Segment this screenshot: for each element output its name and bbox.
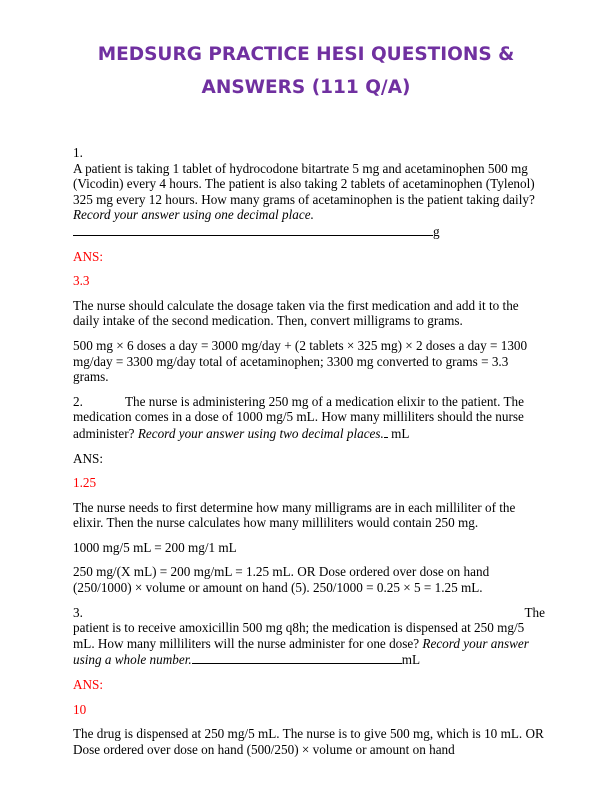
question-2-unit: mL [391,425,410,441]
question-3-unit: mL [401,652,421,668]
answer-blank [384,425,388,438]
answer-blank [192,651,402,664]
question-1-calculation: 500 mg × 6 doses a day = 3000 mg/day + (2 tablets × 325 mg) × 2 doses a day = 1300 mg/day = 3300 mg/day total of acetaminophen; 3300 mg converted to grams = 3.3 grams. [73,337,528,385]
question-3-number: 3. [73,604,83,620]
question-3-rationale: The drug is dispensed at 250 mg/5 mL. The nurse is to give 500 mg, which is 10 mL. OR Dose ordered over dose on hand (500/250) × volume or amount on hand [73,726,544,757]
question-3-answer: 10 [73,701,87,717]
question-3-instruction: Record your answer using a whole number. [73,635,529,668]
question-3-first-line [73,605,545,621]
question-3-ans-label: ANS: [73,677,104,693]
question-1-rationale: The nurse should calculate the dosage taken via the first medication and add it to the daily intake of the second medication. Then, convert milligrams to grams. [73,297,519,329]
question-1-ans-label: ANS: [73,248,104,264]
question-3-first-word: The [524,604,545,620]
question-3 [73,620,545,668]
question-1-unit: g [433,223,440,239]
question-2-number: 2. [73,393,83,409]
document-body [73,145,545,766]
question-1 [73,161,545,240]
question-2 [73,394,545,442]
question-2-text: The nurse is administering 250 mg of a medication elixir to the patient. The medication comes in a dose of 1000 mg/5 mL. How many milliliters should the nurse administer? [73,393,524,441]
page-title: MEDSURG PRACTICE HESI QUESTIONS & ANSWERS (111 Q/A) [97,44,515,98]
question-2-rationale: The nurse needs to first determine how many milligrams are in each milliliter of the elixir. Then the nurse calculates how many milliliters would contain 250 mg. [73,499,516,531]
question-2-instruction: Record your answer using two decimal places. [137,425,384,441]
question-3-text: patient is to receive amoxicillin 500 mg q8h; the medication is dispensed at 250 mg/5 mL. How many milliliters will the nurse administer for one dose? [73,620,525,651]
question-2-ans-label: ANS: [73,450,104,466]
question-1-text: A patient is taking 1 tablet of hydrocodone bitartrate 5 mg and acetaminophen 500 mg (Vicodin) every 4 hours. The patient is also taking 2 tablets of acetaminophen (Tylenol) 325 mg every 12 hours. How many grams of acetaminophen is the patient taking daily? [73,160,535,207]
question-2-calculation-1: 1000 mg/5 mL = 200 mg/1 mL [73,539,237,555]
question-2-answer: 1.25 [73,475,97,491]
question-1-instruction: Record your answer using one decimal place. [73,207,314,223]
question-1-answer: 3.3 [73,273,90,289]
answer-blank [73,223,433,236]
question-2-calculation-2: 250 mg/(X mL) = 200 mg/mL = 1.25 mL. OR Dose ordered over dose on hand (250/1000) × volume or amount on hand (5). 250/1000 = 0.25 × 5 = 1.25 mL. [73,564,490,596]
question-1-number: 1. [73,145,83,160]
